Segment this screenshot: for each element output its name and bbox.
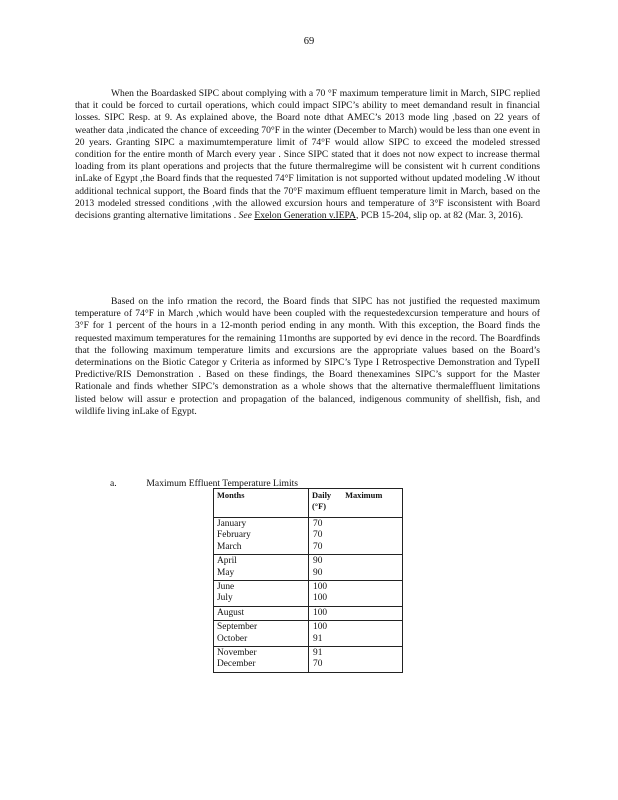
month-name: June [217, 582, 235, 593]
limit-value: 100 [313, 582, 328, 593]
month-name: January [217, 519, 247, 529]
table-row [214, 518, 403, 555]
limit-cell [309, 621, 403, 647]
months-cell [214, 555, 309, 581]
month-name: May [217, 567, 235, 578]
months-column-header: Months [214, 489, 309, 518]
month-name: October [217, 633, 248, 644]
citation-case-name: Exelon Generation v.IEPA [254, 210, 356, 222]
limit-cell [309, 606, 403, 620]
months-cell [214, 518, 309, 555]
limit-cell [309, 581, 403, 607]
limit-value: 100 [313, 607, 328, 618]
limit-value: 90 [313, 556, 323, 567]
months-cell [214, 621, 309, 647]
table-row [214, 581, 403, 607]
month-name: February [217, 530, 251, 541]
month-name: August [217, 607, 245, 618]
daily-header-label: Daily [312, 491, 332, 500]
table-row [214, 621, 403, 647]
daily-maximum-column-header [309, 489, 403, 518]
month-name: July [217, 593, 233, 604]
month-name: November [217, 648, 257, 659]
citation-signal: See [238, 210, 252, 222]
table-title: Maximum Effluent Temperature Limits [146, 478, 299, 489]
limit-value: 70 [313, 659, 323, 670]
paragraph-text: Based on the info rmation the record, the Board finds that SIPC has not justified the requested maximum temperature of 74°F in March ,which would have been coupled with the requestedexcursion temperature and hours of 3°F for 1 percent of the hours in a 12-month period ending in any month. With this exception, the Board finds the requested maximum temperatures for the remaining 11months are supported by evi dence in the record. The Boardfinds that the following maximum temperature limits and excursions are the appropriate values based on the Board’s determinations on the Biotic Categor y Criteria as informed by SIPC’s Type I Retrospective Demonstration and TypeII Predictive/RIS Demonstration . Based on these findings, the Board thenexamines SIPC’s support for the Master Rationale and finds whether SIPC’s demonstration as a whole shows that the alternative thermaleffluent limitations listed below will assur e protection and propagation of the balanced, indigenous community of shellfish, fish, and wildlife living inLake of Egypt. [75, 296, 540, 417]
month-name: March [217, 541, 242, 552]
limit-value: 90 [313, 567, 323, 578]
month-name: December [217, 659, 256, 670]
table-label: a. [110, 478, 117, 489]
temperature-limits-table [213, 488, 403, 673]
table-row [214, 555, 403, 581]
limit-value: 100 [313, 593, 328, 604]
maximum-header-label: Maximum [345, 491, 383, 500]
month-name: April [217, 556, 237, 567]
table-row [214, 647, 403, 673]
limit-value: 91 [313, 648, 323, 659]
limit-value: 100 [313, 622, 328, 633]
paragraph-text: When the Boardasked SIPC about complying with a 70 °F maximum temperature limit in March, SIPC replied that it could be forced to curtail operations, which could impact SIPC’s ability to meet demandand result in financial losses. SIPC Resp. at 9. As explained above, the Board note dthat AMEC’s 2013 mode ling ,based on 22 years of weather data ,indicated the chance of exceeding 70°F in the winter (December to March) would be less than one event in 20 years. Granting SIPC a maximumtemperature limit of 74°F would allow SIPC to exceed the modeled stressed condition for the entire month of March every year . Since SIPC stated that it does not now expect to increase thermal loading from its plant operations and projects that the future thermalregime will be consistent wit h current conditions inLake of Egypt ,the Board finds that the requested 74°F limitation is not supported without updated modeling .W ithout additional technical support, the Board finds that the 70°F maximum effluent temperature limit in March, based on the 2013 modeled stressed conditions ,with the allowed excursion hours and temperature of 3°F isconsistent with Board decisions granting alternative limitations . [75, 88, 540, 222]
limit-cell [309, 518, 403, 555]
unit-header-label: (°F) [312, 502, 327, 512]
limit-value: 70 [313, 519, 323, 529]
limit-cell [309, 555, 403, 581]
table-header-row [214, 489, 403, 518]
page-number: 69 [303, 36, 315, 47]
limit-value: 70 [313, 541, 323, 552]
limit-cell [309, 647, 403, 673]
limit-value: 91 [313, 633, 323, 644]
months-cell [214, 606, 309, 620]
body-paragraph [75, 88, 540, 222]
body-paragraph [75, 296, 540, 418]
months-cell [214, 581, 309, 607]
month-name: September [217, 622, 258, 633]
citation-reference: , PCB 15-204, slip op. at 82 (Mar. 3, 2016). [355, 210, 524, 222]
table-row [214, 606, 403, 620]
months-cell [214, 647, 309, 673]
limit-value: 70 [313, 530, 323, 541]
